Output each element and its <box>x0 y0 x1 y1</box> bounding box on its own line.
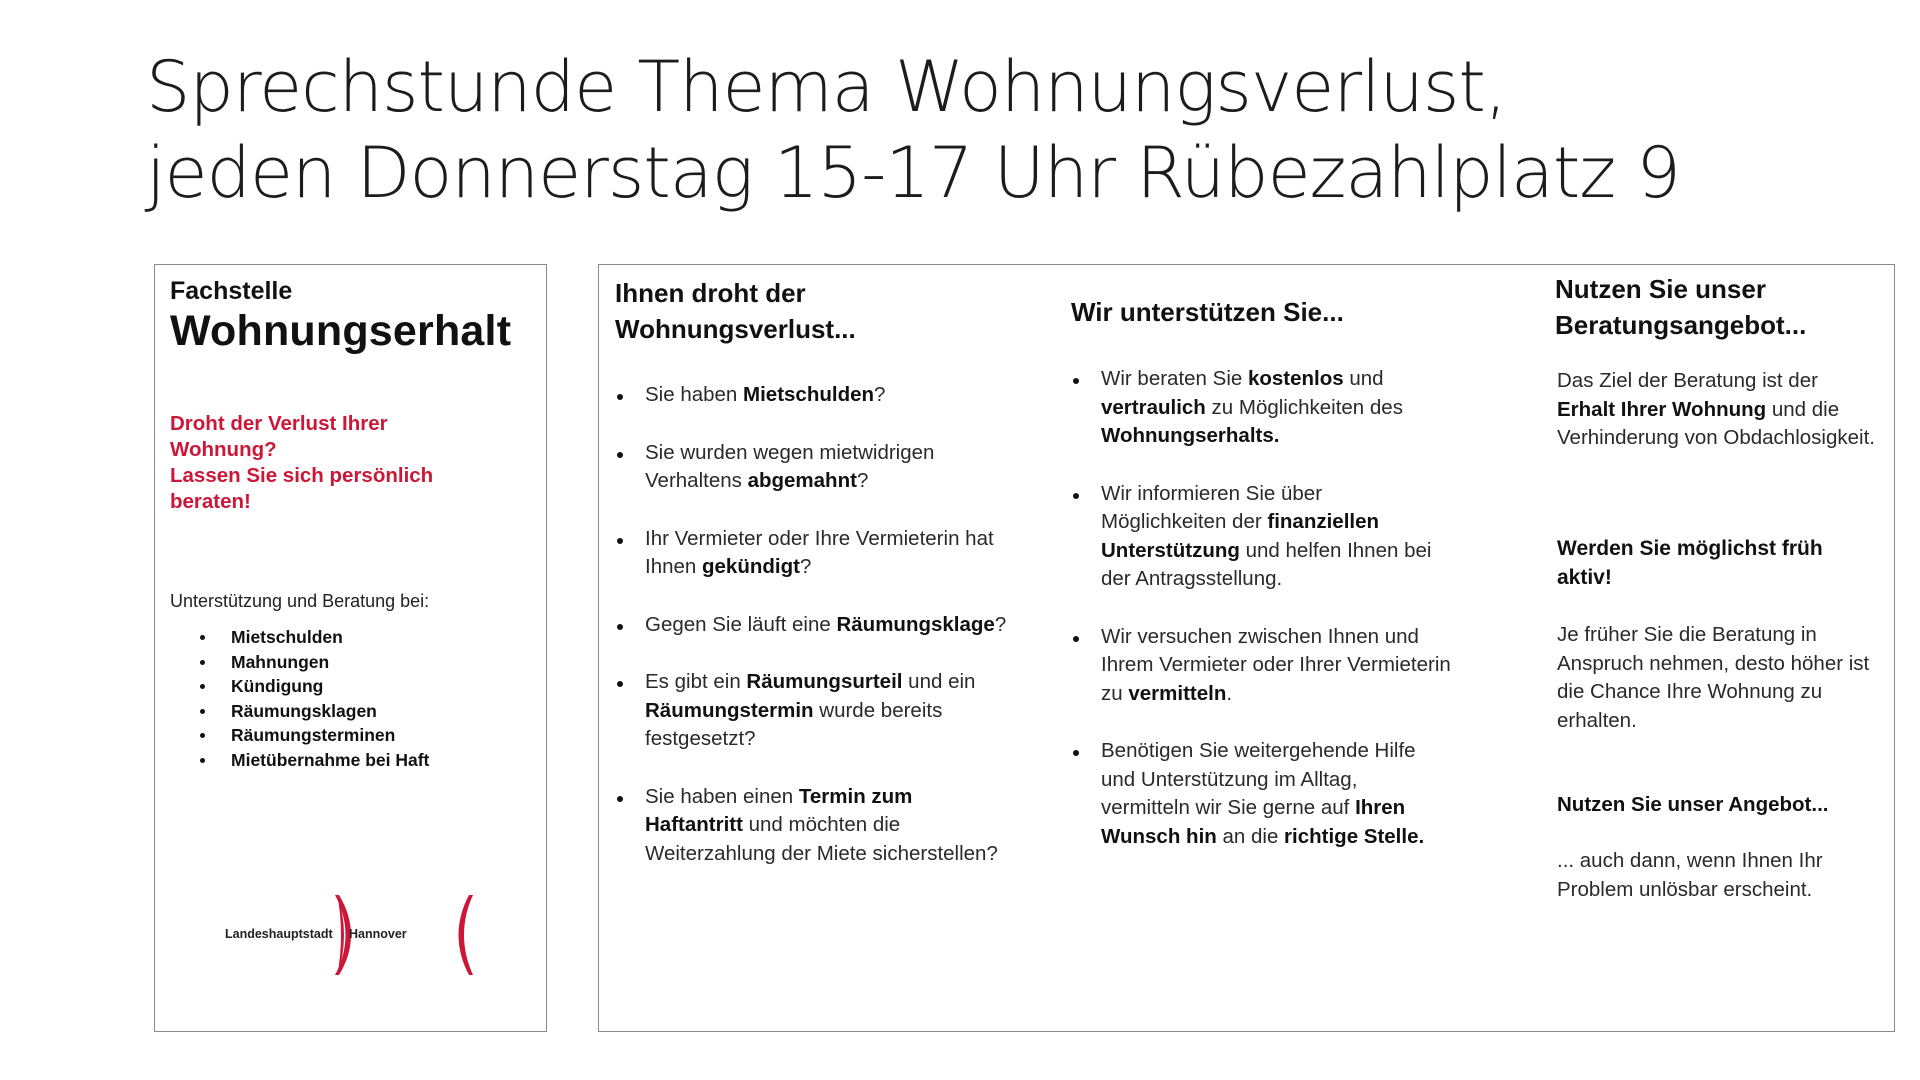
slide-title <box>146 44 1680 216</box>
list-item: Wir versuchen zwischen Ihnen und Ihrem Vermieter oder Ihrer Vermieterin zu vermitteln. <box>1071 623 1451 709</box>
list-item: Sie wurden wegen mietwidrigen Verhaltens abgemahnt? <box>615 439 1015 496</box>
offer-use-heading: Nutzen Sie unser Angebot... <box>1557 793 1829 816</box>
column-support-heading: Wir unterstützen Sie... <box>1071 297 1344 327</box>
slide-title-line-1: Sprechstunde Thema Wohnungsverlust, <box>146 46 1507 128</box>
cover-brand-title: Wohnungserhalt <box>170 307 512 355</box>
support-list <box>1071 365 1451 880</box>
cover-support-label: Unterstützung und Beratung bei: <box>170 591 430 611</box>
flyer-inner-spread <box>598 264 1895 1032</box>
cover-question-line: Droht der Verlust Ihrer <box>170 412 388 435</box>
list-item: Benötigen Sie weitergehende Hilfe und Unterstützung im Alltag, vermitteln wir Sie gerne auf Ihren Wunsch hin an die richtige Stelle. <box>1071 737 1451 851</box>
service-item: Kündigung <box>200 674 429 699</box>
offer-goal-paragraph: Das Ziel der Beratung ist der Erhalt Ihrer Wohnung und die Verhinderung von Obdachlosigkeit. <box>1557 369 1875 449</box>
service-item: Räumungsklagen <box>200 699 429 724</box>
list-item: Sie haben einen Termin zum Haftantritt und möchten die Weiterzahlung der Miete sicherstellen? <box>615 783 1015 869</box>
slide-title-line-2: jeden Donnerstag 15-17 Uhr Rübezahlplatz 9 <box>146 132 1680 214</box>
service-item: Mietschulden <box>200 625 429 650</box>
cover-service-list <box>200 625 429 772</box>
list-item: Es gibt ein Räumungsurteil und ein Räumungstermin wurde bereits festgesetzt? <box>615 668 1015 754</box>
flyer-cover <box>154 264 547 1032</box>
service-item: Mahnungen <box>200 650 429 675</box>
list-item: Ihr Vermieter oder Ihre Vermieterin hat Ihnen gekündigt? <box>615 525 1015 582</box>
list-item: Sie haben Mietschulden? <box>615 381 1015 410</box>
list-item: Wir beraten Sie kostenlos und vertraulich zu Möglichkeiten des Wohnungserhalts. <box>1071 365 1451 451</box>
cover-org-label: Fachstelle <box>170 277 293 305</box>
offer-use-paragraph: ... auch dann, wenn Ihnen Ihr Problem unlösbar erscheint. <box>1557 849 1823 901</box>
list-item: Gegen Sie läuft eine Räumungsklage? <box>615 611 1015 640</box>
cover-question-line: Wohnung? <box>170 438 277 461</box>
column-offer-heading: Nutzen Sie unser Beratungsangebot... <box>1555 274 1807 340</box>
threat-list <box>615 381 1015 897</box>
cover-question <box>170 411 530 515</box>
cover-question-line: beraten! <box>170 490 251 513</box>
cover-question-line: Lassen Sie sich persönlich <box>170 464 434 487</box>
column-threat-heading: Ihnen droht der Wohnungsverlust... <box>615 278 856 344</box>
logo-name-label: Hannover <box>349 927 407 941</box>
service-item: Räumungsterminen <box>200 723 429 748</box>
offer-early-heading: Werden Sie möglichst früh aktiv! <box>1557 537 1823 589</box>
logo-city-label: Landeshauptstadt <box>225 927 333 941</box>
list-item: Wir informieren Sie über Möglichkeiten der finanziellen Unterstützung und helfen Ihnen bei der Antragsstellung. <box>1071 480 1451 594</box>
service-item: Mietübernahme bei Haft <box>200 748 429 773</box>
offer-early-paragraph: Je früher Sie die Beratung in Anspruch nehmen, desto höher ist die Chance Ihre Wohnung zu erhalten. <box>1557 623 1870 732</box>
hannover-logo <box>225 891 485 979</box>
